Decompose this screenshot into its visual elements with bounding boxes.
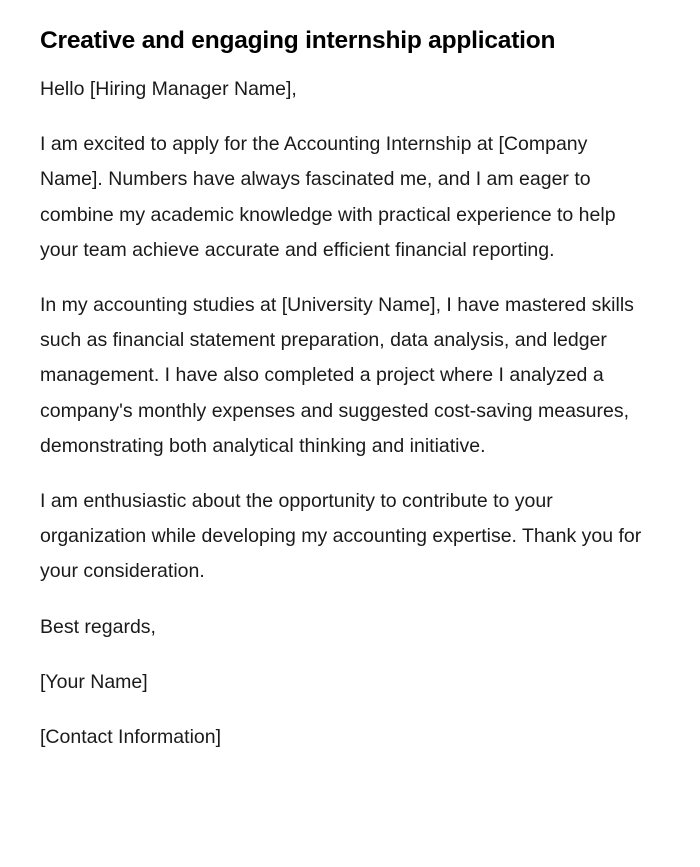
document-title: Creative and engaging internship application [40,27,556,54]
greeting: Hello [Hiring Manager Name], [40,78,297,100]
body-paragraph-2: In my accounting studies at [University Name], I have mastered skills such as financial statement preparation, data analysis, and ledger management. I have also completed a project where I analyzed a company's monthly expenses and suggested cost-saving measures, demonstrating both analytical thinking and initiative. [40,294,634,457]
closing: Best regards, [40,615,156,638]
signature-name: [Your Name] [40,670,148,693]
body-paragraph-1: I am excited to apply for the Accounting Internship at [Company Name]. Numbers have always fascinated me, and I am eager to combine my academic knowledge with practical experience to help your team achieve accurate and efficient financial reporting. [40,133,616,261]
contact-information: [Contact Information] [40,726,222,749]
letter-document [40,24,645,775]
body-paragraph-3: I am enthusiastic about the opportunity to contribute to your organization while developing my accounting expertise. Thank you for your consideration. [40,490,642,583]
